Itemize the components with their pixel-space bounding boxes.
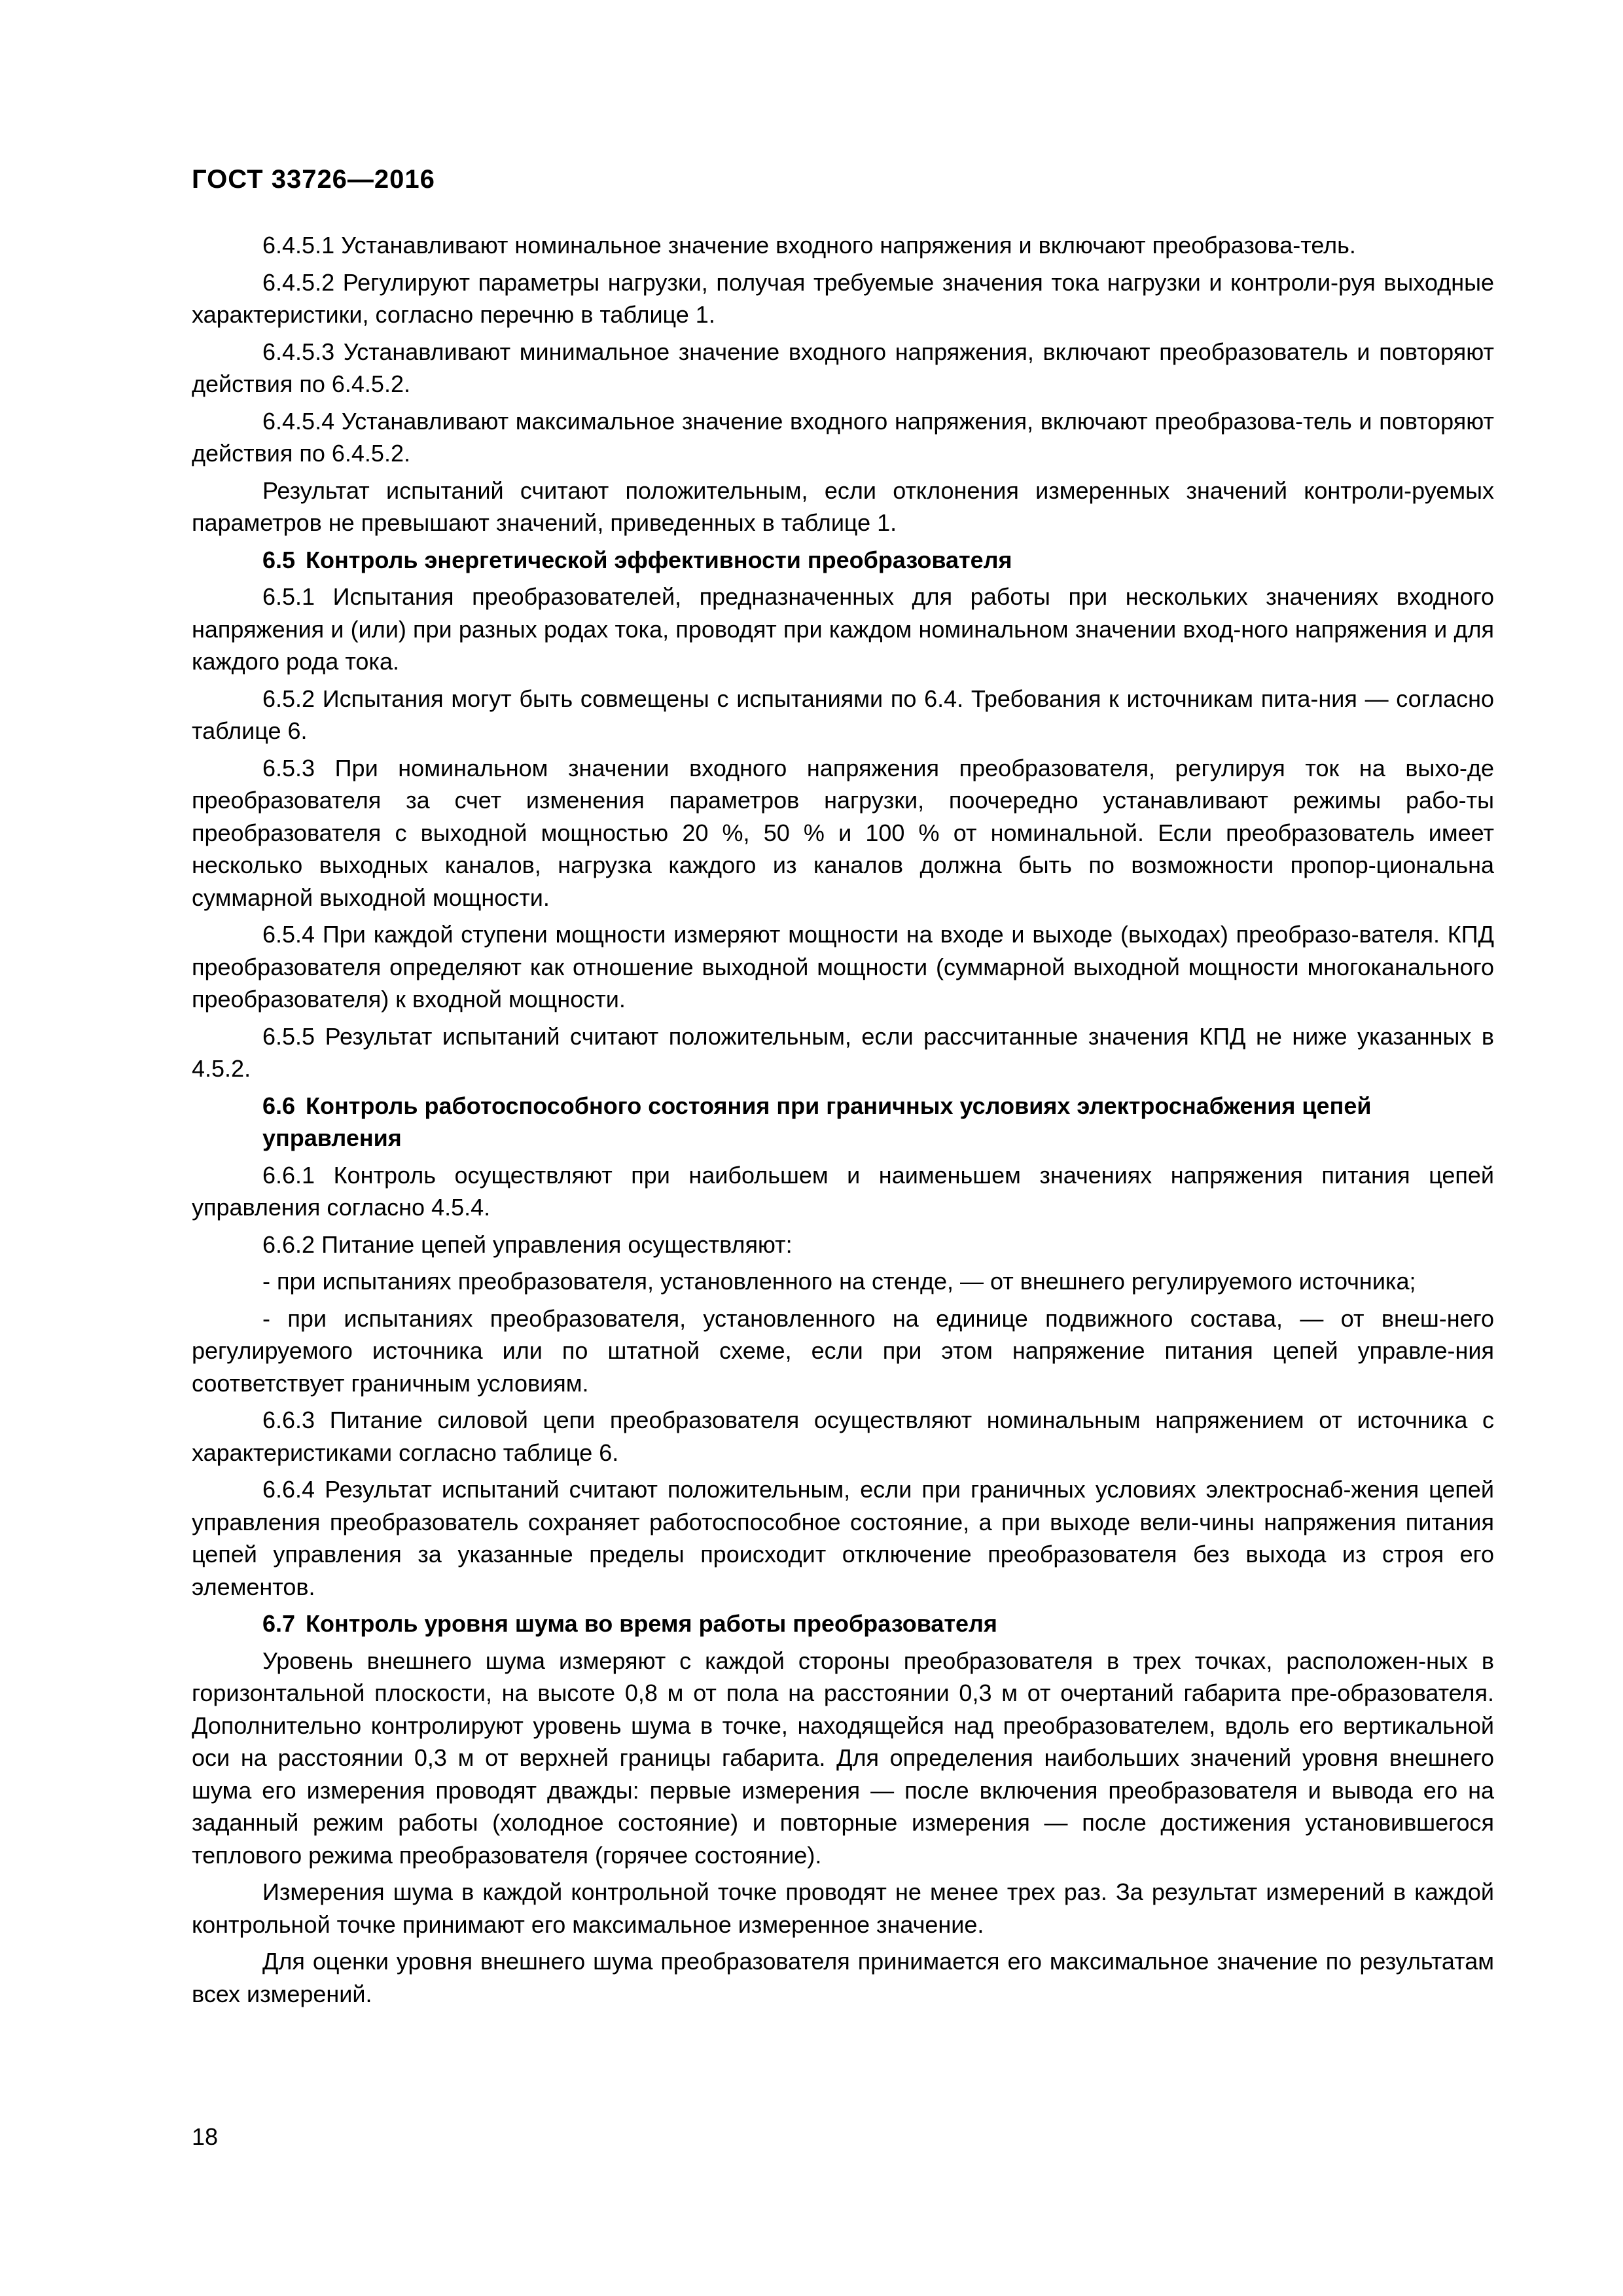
document-body <box>192 229 1494 2015</box>
paragraph-6-4-5-1: 6.4.5.1 Устанавливают номинальное значение входного напряжения и включают преобразова-тель. <box>262 232 1356 259</box>
section-heading-6-7 <box>192 1607 1494 1640</box>
list-item-6-6-2-a: - при испытаниях преобразователя, установленного на стенде, — от внешнего регулируемого источника; <box>262 1268 1416 1295</box>
paragraph-6-5-4: 6.5.4 При каждой ступени мощности измеряют мощности на входе и выходе (выходах) преобразо-вателя. КПД преобразователя определяют как отношение выходной мощности (суммарной выходной мощности многоканального преобразователя) к входной мощности. <box>192 921 1494 1013</box>
section-heading-6-5 <box>192 544 1494 577</box>
paragraph-6-5-5: 6.5.5 Результат испытаний считают положительным, если рассчитанные значения КПД не ниже указанных в 4.5.2. <box>192 1022 1494 1082</box>
paragraph-6-6-1: 6.6.1 Контроль осуществляют при наибольшем и наименьшем значениях напряжения питания цепей управления согласно 4.5.4. <box>192 1161 1494 1221</box>
paragraph-6-6-2: 6.6.2 Питание цепей управления осуществляют: <box>262 1230 793 1258</box>
paragraph-6-6-4: 6.6.4 Результат испытаний считают положительным, если при граничных условиях электроснаб-жения цепей управления преобразователь сохраняет работоспособное состояние, а при выходе вели-чины напряжения питания цепей управления за указанные пределы происходит отключение преобразователя без выхода из строя его элементов. <box>192 1476 1494 1600</box>
section-title: Контроль энергетической эффективности преобразователя <box>306 546 1012 573</box>
paragraph-6-7-2: Измерения шума в каждой контрольной точке проводят не менее трех раз. За результат измерений в каждой контрольной точке принимают его максимальное измеренное значение. <box>192 1878 1494 1938</box>
paragraph-6-5-3: 6.5.3 При номинальном значении входного напряжения преобразователя, регулируя ток на выхо-де преобразователя за счет изменения параметров нагрузки, поочередно устанавливают режимы рабо-ты преобразователя с выходной мощностью 20 %, 50 % и 100 % от номинальной. Если преобразователь имеет несколько выходных каналов, нагрузка каждого из каналов должна быть по возможности пропор-циональна суммарной выходной мощности. <box>192 754 1494 911</box>
page-number: 18 <box>192 2123 219 2150</box>
paragraph-6-5-2: 6.5.2 Испытания могут быть совмещены с испытаниями по 6.4. Требования к источникам пита-ния — согласно таблице 6. <box>192 685 1494 744</box>
list-item-6-6-2-b: - при испытаниях преобразователя, установленного на единице подвижного состава, — от внеш-него регулируемого источника или по штатной схеме, если при этом напряжение питания цепей управле-ния соответствует граничным условиям. <box>192 1304 1494 1397</box>
section-heading-6-6 <box>192 1090 1494 1155</box>
paragraph-6-7-1: Уровень внешнего шума измеряют с каждой стороны преобразователя в трех точках, расположен-ных в горизонтальной плоскости, на высоте 0,8 м от пола на расстоянии 0,3 м от очертаний габарита пре-образователя. Дополнительно контролируют уровень шума в точке, находящейся над преобразователем, вдоль его вертикальной оси на расстоянии 0,3 м от верхней границы габарита. Для определения наибольших значений уровня внешнего шума его измерения проводят дважды: первые измерения — после включения преобразователя и вывода его на заданный режим работы (холодное состояние) и повторные измерения — после достижения установившегося теплового режима преобразователя (горячее состояние). <box>192 1647 1494 1869</box>
paragraph-6-6-3: 6.6.3 Питание силовой цепи преобразователя осуществляют номинальным напряжением от источника с характеристиками согласно таблице 6. <box>192 1407 1494 1466</box>
section-title: Контроль работоспособного состояния при граничных условиях электроснабжения цепей управления <box>262 1092 1372 1151</box>
paragraph-6-4-5-2: 6.4.5.2 Регулируют параметры нагрузки, получая требуемые значения тока нагрузки и контроли-руя выходные характеристики, согласно перечню в таблице 1. <box>192 268 1494 328</box>
section-number: 6.6 <box>262 1092 296 1119</box>
paragraph-6-7-3: Для оценки уровня внешнего шума преобразователя принимается его максимальное значение по результатам всех измерений. <box>192 1948 1494 2007</box>
section-title: Контроль уровня шума во время работы преобразователя <box>306 1610 997 1637</box>
section-number: 6.7 <box>262 1610 296 1637</box>
paragraph-6-5-1: 6.5.1 Испытания преобразователей, предназначенных для работы при нескольких значениях входного напряжения и (или) при разных родах тока, проводят при каждом номинальном значении вход-ного напряжения и для каждого рода тока. <box>192 583 1494 675</box>
document-header: ГОСТ 33726—2016 <box>192 165 435 194</box>
paragraph-6-4-5-3: 6.4.5.3 Устанавливают минимальное значение входного напряжения, включают преобразователь и повторяют действия по 6.4.5.2. <box>192 338 1494 397</box>
paragraph-6-4-5-4: 6.4.5.4 Устанавливают максимальное значение входного напряжения, включают преобразова-тель и повторяют действия по 6.4.5.2. <box>192 407 1494 467</box>
paragraph-6-4-result: Результат испытаний считают положительным, если отклонения измеренных значений контроли-руемых параметров не превышают значений, приведенных в таблице 1. <box>192 476 1494 536</box>
section-number: 6.5 <box>262 546 296 573</box>
